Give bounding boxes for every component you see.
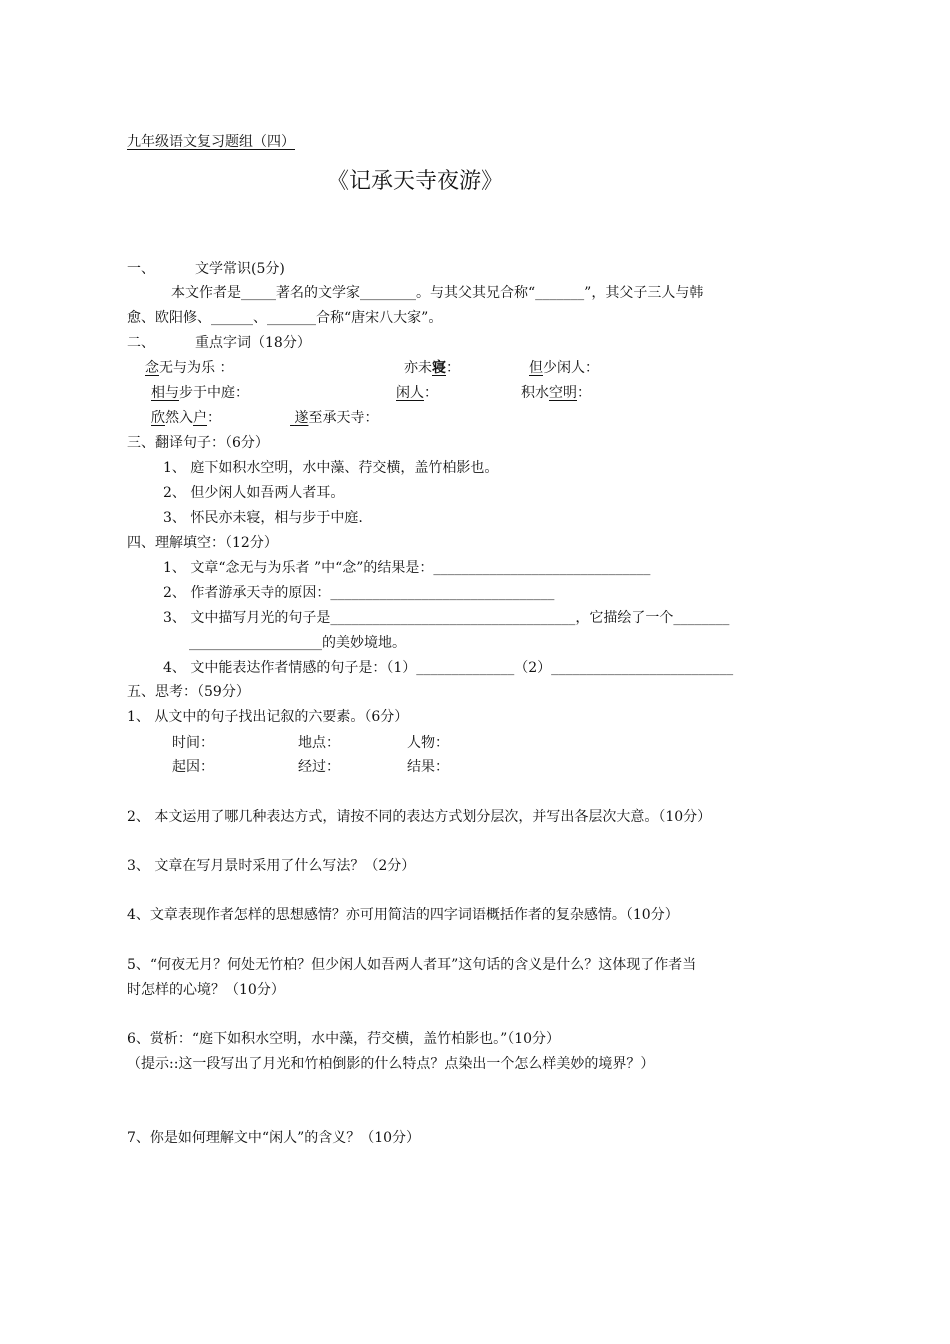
- translate-item: 2、 但少闲人如吾两人者耳。: [163, 485, 345, 501]
- translate-item: 1、 庭下如积水空明，水中藻、荇交横，盖竹柏影也。: [163, 460, 499, 476]
- vocab-item: 亦未寝：: [404, 360, 460, 376]
- vocab-item: 闲人：: [396, 385, 438, 401]
- vocab-item: 念无与为乐 ：: [145, 360, 234, 376]
- element-time: 时间：: [172, 735, 214, 751]
- section-1-line-2: 愈、欧阳修、______、_______合称“唐宋八大家”。: [127, 310, 443, 326]
- section-4-heading: 四、理解填空：（12分）: [127, 535, 278, 551]
- element-people: 人物：: [407, 735, 449, 751]
- element-place: 地点：: [298, 735, 340, 751]
- fill-item-continued: ___________________的美妙境地。: [189, 635, 406, 651]
- question-7: 7、你是如何理解文中“闲人”的含义？（10分）: [127, 1130, 421, 1146]
- section-3-heading: 三、翻译句子：（6分）: [127, 435, 269, 451]
- question-1: 1、 从文中的句子找出记叙的六要素。（6分）: [127, 709, 409, 725]
- question-5-line-1: 5、“何夜无月？何处无竹柏？但少闲人如吾两人者耳”这句话的含义是什么？这体现了作者当: [127, 957, 697, 973]
- section-5-heading: 五、思考：（59分）: [127, 684, 250, 700]
- question-4: 4、文章表现作者怎样的思想感情？亦可用简洁的四字词语概括作者的复杂感情。（10分）: [127, 907, 679, 923]
- element-process: 经过：: [298, 759, 340, 775]
- vocab-item: 遂至承天寺：: [294, 410, 379, 426]
- section-2-heading: 重点字词（18分）: [195, 335, 311, 351]
- vocab-item: 欣然入户：: [151, 410, 221, 426]
- fill-item: 3、 文中描写月光的句子是___________________________________，它描绘了一个________: [163, 610, 730, 626]
- fill-item: 1、 文章“念无与为乐者 ”中“念”的结果是：_______________________________: [163, 560, 651, 576]
- question-6-line-1: 6、赏析：“庭下如积水空明，水中藻，荇交横，盖竹柏影也。”（10分）: [127, 1031, 561, 1047]
- section-1-line-1: 本文作者是_____著名的文学家________。与其父其兄合称“_______”，其父子三人与韩: [171, 285, 704, 301]
- page-title: 《记承天寺夜游》: [327, 169, 504, 194]
- fill-item: 2、 作者游承天寺的原因：________________________________: [163, 585, 555, 601]
- translate-item: 3、 怀民亦未寝，相与步于中庭.: [163, 510, 363, 526]
- question-5-line-2: 时怎样的心境？（10分）: [127, 982, 285, 998]
- fill-item: 4、 文中能表达作者情感的句子是：（1）______________（2）__________________________: [163, 660, 734, 676]
- section-2-number: 二、: [127, 335, 155, 351]
- vocab-item: 积水空明：: [521, 385, 591, 401]
- element-result: 结果：: [407, 759, 449, 775]
- worksheet-header: 九年级语文复习题组（四）: [127, 134, 295, 150]
- section-1-heading: 文学常识(5分): [195, 261, 285, 277]
- vocab-item: 但少闲人：: [529, 360, 599, 376]
- element-cause: 起因：: [172, 759, 214, 775]
- question-2: 2、 本文运用了哪几种表达方式，请按不同的表达方式划分层次，并写出各层次大意。（10分）: [127, 809, 712, 825]
- section-1-number: 一、: [127, 261, 155, 277]
- vocab-item: 相与步于中庭：: [151, 385, 249, 401]
- question-3: 3、 文章在写月景时采用了什么写法？（2分）: [127, 858, 416, 874]
- question-6-hint: （提示::这一段写出了月光和竹柏倒影的什么特点？点染出一个怎么样美妙的境界？）: [127, 1056, 655, 1072]
